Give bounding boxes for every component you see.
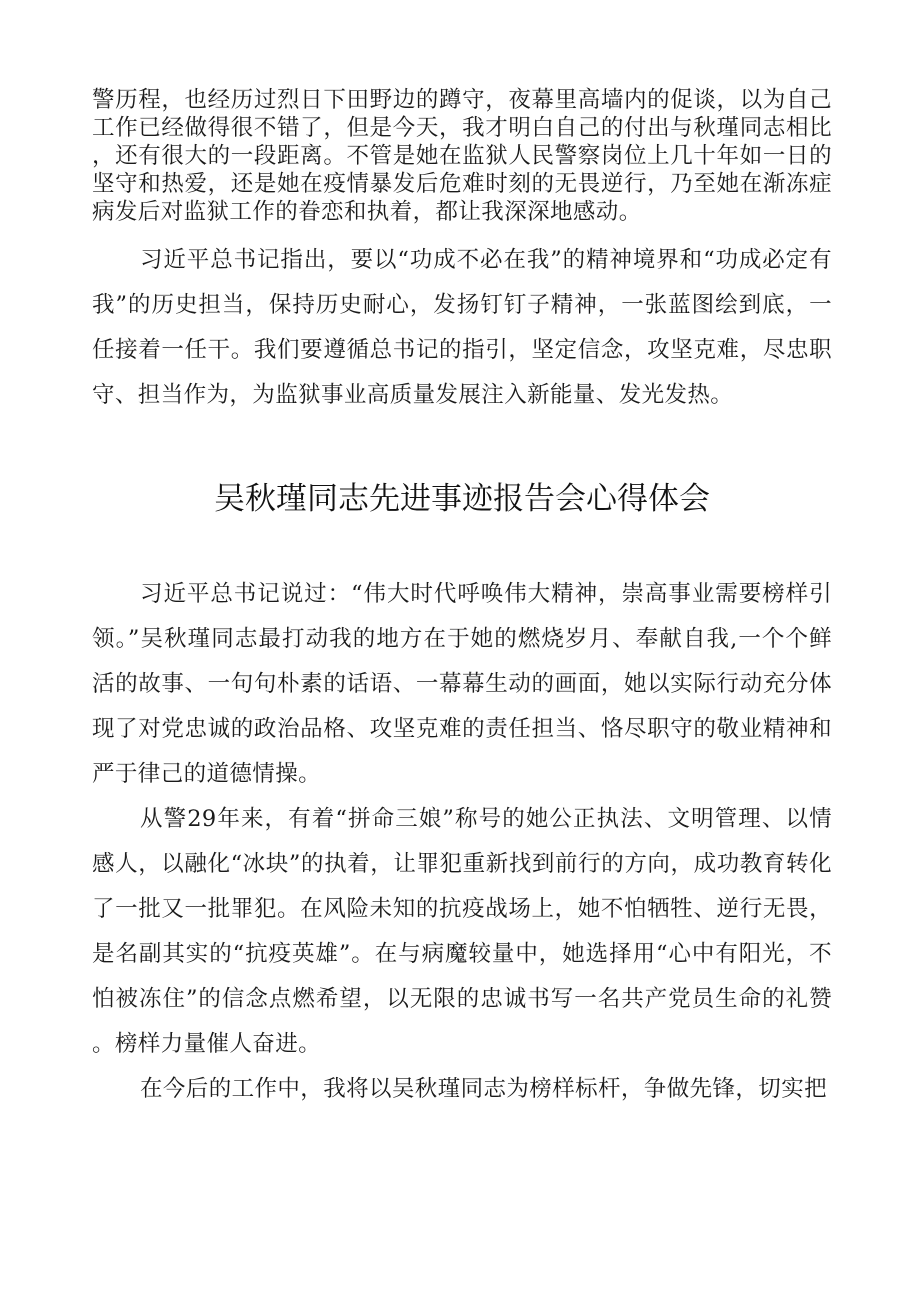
document-title: 吴秋瑾同志先进事迹报告会心得体会 <box>214 481 710 517</box>
body-paragraph-2: 从警29年来，有着“拼命三娘”称号的她公正执法、文明管理、以情感人，以融化“冰块”的执着，让罪犯重新找到前行的方向，成功教育转化了一批又一批罪犯。在风险未知的抗疫战场上，她不怕牺牲、逆行无畏，是名副其实的“抗疫英雄”。在与病魔较量中，她选择用“心中有阳光，不怕被冻住”的信念点燃希望，以无限的忠诚书写一名共产党员生命的礼赞。榜样力量催人奋进。 <box>92 806 832 1057</box>
intro-paragraph-2: 习近平总书记指出，要以“功成不必在我”的精神境界和“功成必定有我”的历史担当，保持历史耐心，发扬钉钉子精神，一张蓝图绘到底，一任接着一任干。我们要遵循总书记的指引，坚定信念，攻坚克难，尽忠职守、担当作为，为监狱事业高质量发展注入新能量、发光发热。 <box>92 247 832 408</box>
body-paragraph-3: 在今后的工作中，我将以吴秋瑾同志为榜样标杆，争做先锋，切实把 <box>140 1076 828 1102</box>
intro-paragraph-1: 警历程，也经历过烈日下田野边的蹲守，夜幕里高墙内的促谈，以为自己工作已经做得很不错了，但是今天，我才明白自己的付出与秋瑾同志相比，还有很大的一段距离。不管是她在监狱人民警察岗位上几十年如一日的坚守和热爱，还是她在疫情暴发后危难时刻的无畏逆行，乃至她在渐冻症病发后对监狱工作的眷恋和执着，都让我深深地感动。 <box>92 87 832 225</box>
body-paragraph-1: 习近平总书记说过：“伟大时代呼唤伟大精神，崇高事业需要榜样引领。”吴秋瑾同志最打动我的地方在于她的燃烧岁月、奉献自我,一个个鲜活的故事、一句句朴素的话语、一幕幕生动的画面，她以实际行动充分体现了对党忠诚的政治品格、攻坚克难的责任担当、恪尽职守的敬业精神和严于律己的道德情操。 <box>92 581 832 787</box>
document-page <box>92 86 832 1112</box>
